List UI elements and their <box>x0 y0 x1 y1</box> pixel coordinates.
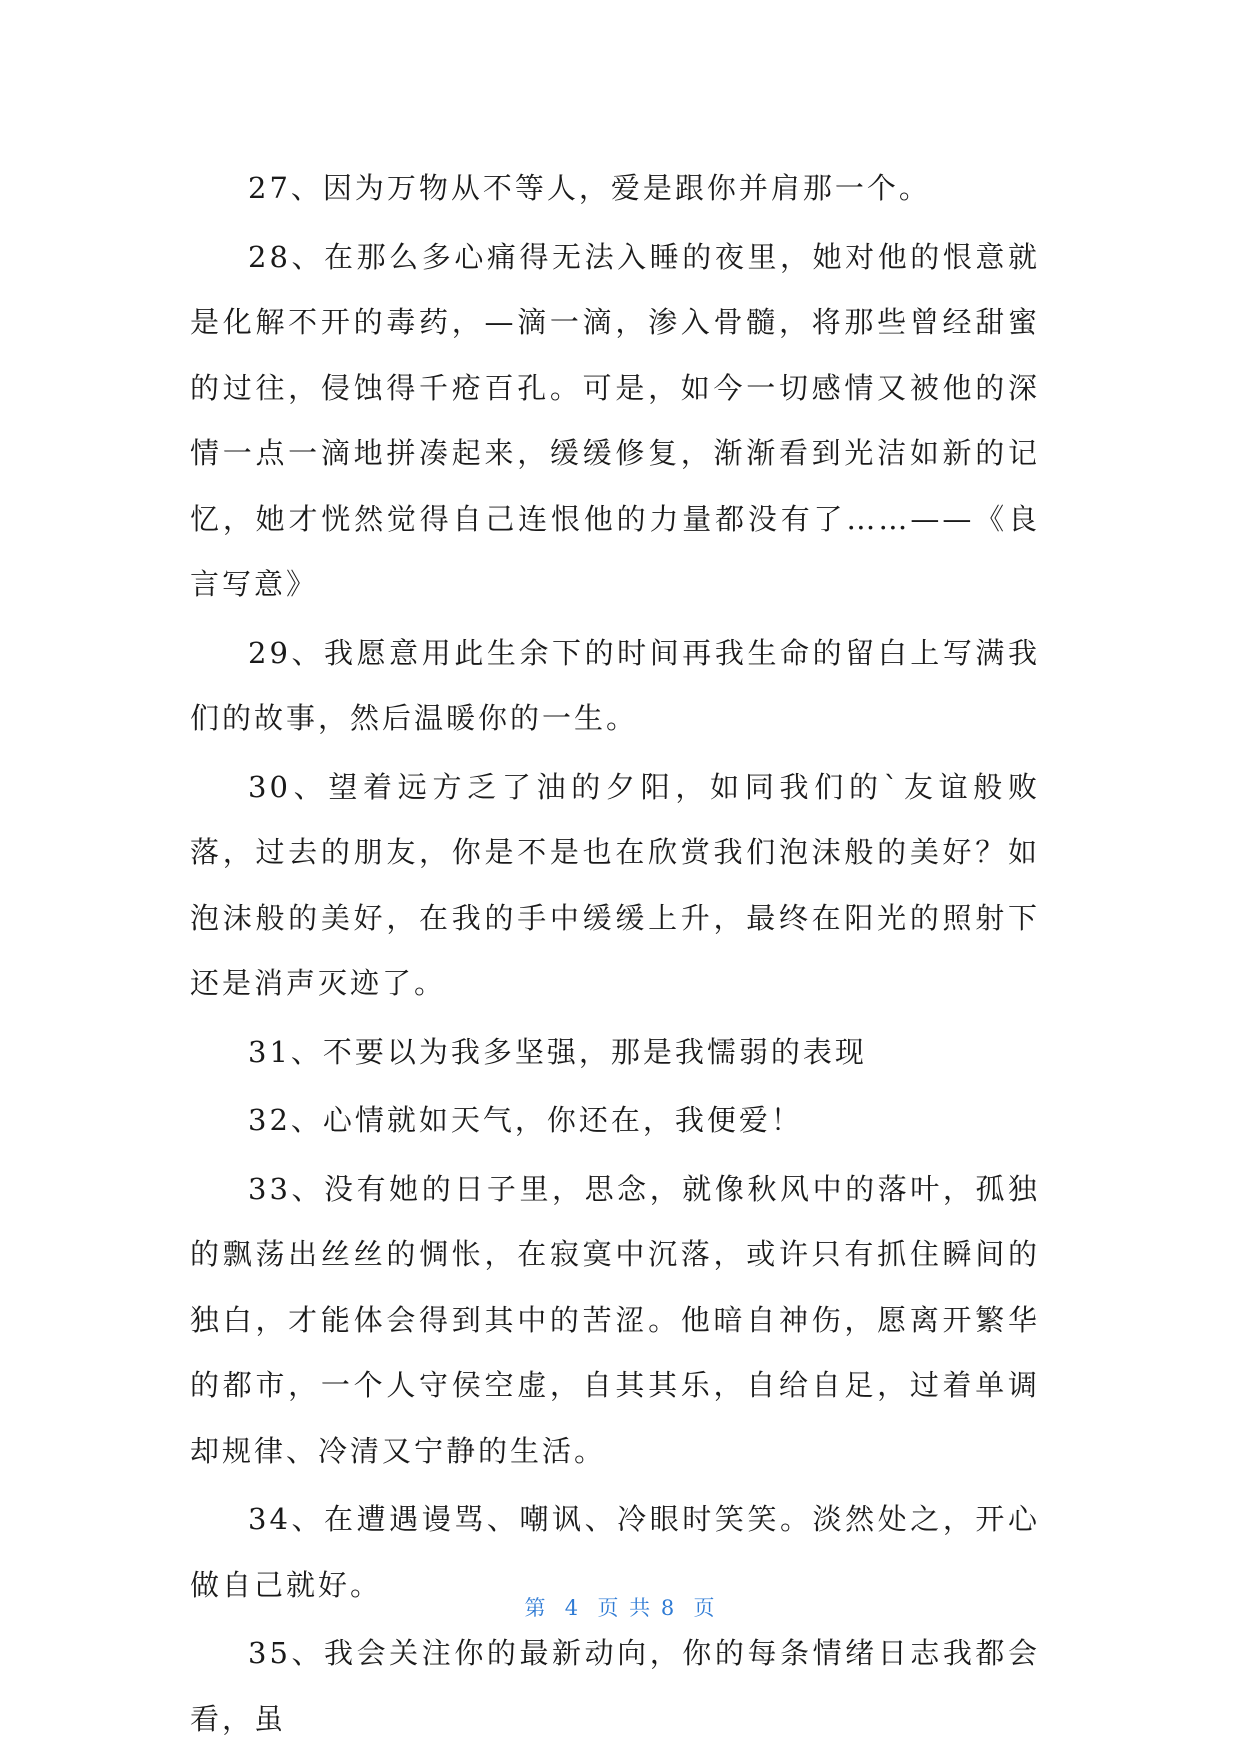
page-number-label: 第 4 页 共 8 页 <box>524 1596 717 1620</box>
paragraph-33: 33、没有她的日子里，思念，就像秋风中的落叶，孤独的飘荡出丝丝的惆怅，在寂寞中沉落，或许只有抓住瞬间的独白，才能体会得到其中的苦涩。他暗自神伤，愿离开繁华的都市，一个人守侯空虚，自其其乐，自给自足，过着单调却规律、冷清又宁静的生活。 <box>190 1171 1040 1468</box>
paragraph-31: 31、不要以为我多坚强，那是我懦弱的表现 <box>248 1034 867 1069</box>
page-footer <box>0 1592 1241 1622</box>
paragraph-28: 28、在那么多心痛得无法入睡的夜里，她对他的恨意就是化解不开的毒药，—滴一滴，渗入骨髓，将那些曾经甜蜜的过往，侵蚀得千疮百孔。可是，如今一切感情又被他的深情一点一滴地拼凑起来，缓缓修复，渐渐看到光洁如新的记忆，她才恍然觉得自己连恨他的力量都没有了……——《良言写意》 <box>190 239 1040 601</box>
paragraph-27: 27、因为万物从不等人，爱是跟你并肩那一个。 <box>248 171 931 205</box>
paragraph-32: 32、心情就如天气，你还在，我便爱！ <box>248 1103 803 1137</box>
paragraph-34: 34、在遭遇谩骂、嘲讽、冷眼时笑笑。淡然处之，开心做自己就好。 <box>190 1502 1040 1602</box>
paragraph-29: 29、我愿意用此生余下的时间再我生命的留白上写满我们的故事，然后温暖你的一生。 <box>190 635 1040 735</box>
paragraph-30: 30、望着远方乏了油的夕阳，如同我们的`友谊般败落，过去的朋友，你是不是也在欣赏我们泡沫般的美好？如泡沫般的美好，在我的手中缓缓上升，最终在阳光的照射下还是消声灭迹了。 <box>190 769 1040 1000</box>
paragraph-35: 35、我会关注你的最新动向，你的每条情绪日志我都会看，虽 <box>190 1636 1040 1736</box>
page-body <box>190 156 1040 1755</box>
